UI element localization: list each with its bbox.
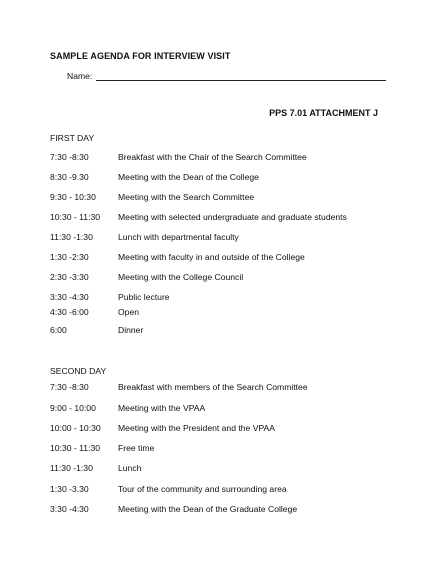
day-heading-first: FIRST DAY: [50, 133, 95, 143]
name-blank-line: [96, 71, 386, 81]
agenda-activity: Public lecture: [118, 292, 170, 302]
agenda-activity: Lunch with departmental faculty: [118, 232, 239, 242]
agenda-row: [0, 307, 440, 319]
day-heading-second: SECOND DAY: [50, 366, 107, 376]
agenda-activity: Breakfast with the Chair of the Search Committee: [118, 152, 307, 162]
agenda-activity: Free time: [118, 443, 155, 453]
agenda-time: 11:30 -1:30: [50, 232, 93, 242]
agenda-time: 7:30 -8:30: [50, 382, 89, 392]
agenda-row: [0, 403, 440, 415]
agenda-time: 10:00 - 10:30: [50, 423, 101, 433]
agenda-time: 6:00: [50, 325, 67, 335]
agenda-time: 9:30 - 10:30: [50, 192, 96, 202]
agenda-activity: Dinner: [118, 325, 144, 335]
agenda-activity: Lunch: [118, 463, 142, 473]
attachment-label: PPS 7.01 ATTACHMENT J: [269, 108, 378, 118]
agenda-activity: Meeting with the President and the VPAA: [118, 423, 276, 433]
agenda-activity: Tour of the community and surrounding area: [118, 484, 287, 494]
agenda-activity: Open: [118, 307, 140, 317]
name-label: Name:: [67, 71, 93, 81]
agenda-time: 9:00 - 10:00: [50, 403, 96, 413]
agenda-activity: Breakfast with members of the Search Committee: [118, 382, 308, 392]
agenda-time: 3:30 -4:30: [50, 504, 89, 514]
agenda-row: [0, 423, 440, 435]
agenda-row: [0, 325, 440, 337]
agenda-row: [0, 463, 440, 475]
agenda-row: [0, 504, 440, 516]
agenda-time: 7:30 -8:30: [50, 152, 89, 162]
agenda-row: [0, 484, 440, 496]
agenda-row: [0, 232, 440, 244]
agenda-time: 10:30 - 11:30: [50, 212, 101, 222]
agenda-row: [0, 172, 440, 184]
agenda-row: [0, 252, 440, 264]
document-title: SAMPLE AGENDA FOR INTERVIEW VISIT: [50, 51, 231, 61]
agenda-time: 11:30 -1:30: [50, 463, 93, 473]
agenda-activity: Meeting with the Dean of the Graduate College: [118, 504, 298, 514]
agenda-activity: Meeting with the VPAA: [118, 403, 206, 413]
agenda-row: [0, 272, 440, 284]
agenda-row: [0, 212, 440, 224]
agenda-activity: Meeting with selected undergraduate and graduate students: [118, 212, 347, 222]
agenda-row: [0, 443, 440, 455]
agenda-time: 3:30 -4:30: [50, 292, 89, 302]
agenda-time: 1:30 -2:30: [50, 252, 89, 262]
agenda-time: 10:30 - 11:30: [50, 443, 101, 453]
agenda-time: 8:30 -9.30: [50, 172, 89, 182]
agenda-time: 1:30 -3.30: [50, 484, 89, 494]
name-field-row: [67, 71, 386, 81]
agenda-row: [0, 292, 440, 304]
agenda-row: [0, 382, 440, 394]
agenda-activity: Meeting with the Dean of the College: [118, 172, 259, 182]
agenda-activity: Meeting with faculty in and outside of the College: [118, 252, 305, 262]
agenda-row: [0, 192, 440, 204]
agenda-activity: Meeting with the College Council: [118, 272, 244, 282]
agenda-time: 4:30 -6:00: [50, 307, 89, 317]
agenda-time: 2:30 -3:30: [50, 272, 89, 282]
agenda-activity: Meeting with the Search Committee: [118, 192, 255, 202]
agenda-row: [0, 152, 440, 164]
